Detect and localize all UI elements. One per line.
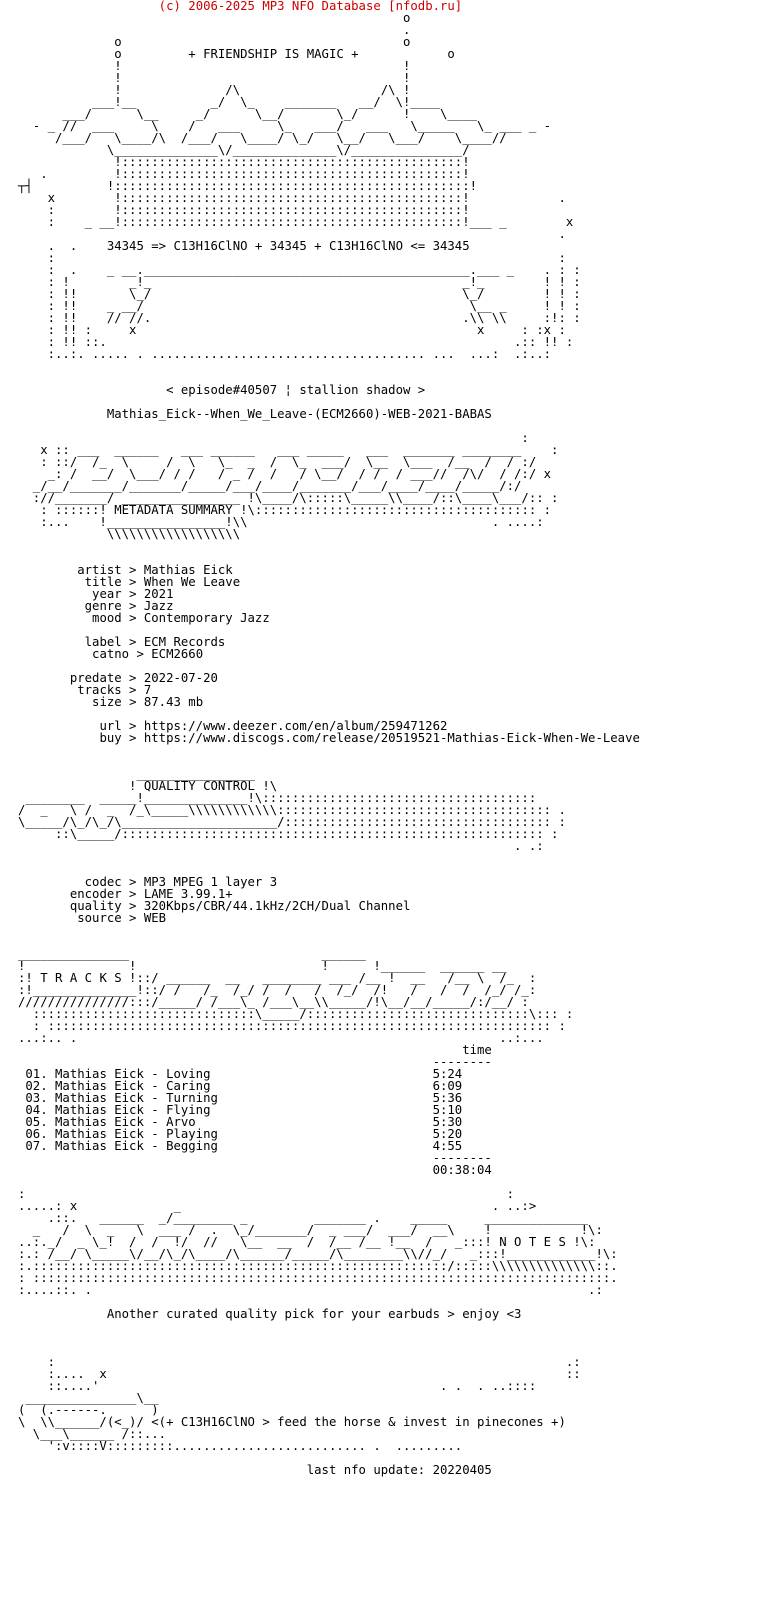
footer-tagline: <(+ C13H16ClNO > feed the horse & invest in pinecones +) [151,1415,566,1429]
qc-source: source > WEB [77,911,167,925]
notes-text: Another curated quality pick for your earbuds > enjoy <3 [106,1307,522,1321]
metadata-banner: : x :: ___ ______ ___ ______ ___ _____ ___ _______ ________ : : ::/ /_ \ / \ \_ _ / \_ ___/ \__ \___ /__ / / :/ _: / __/ \___/ / / / _ / / / \__/ / / / ___// /\/ / /:/ x _/__/_______/_______/_____/___/____/_______/___/____/____/_____/:/ ://_______/ ________________ !\____/\:::::\_____\\____/::\____\___/:: : : ::::::! METADATA SUMMARY !\:::::::::::::::::::::::::::::::::::::: : :... !________________!\\ . ....: \\\\\\\\\\\\\\\\\\ [32,431,559,541]
meta-size: size > 87.43 mb [92,695,204,709]
footer-art: : .: :.... x :: ::....' . . . ..:::: _______________\__ ( (.------. ) \ \\______/(<_)/ <(+ C13H16ClNO > feed the horse & invest in pinecones +) \___\______ /::... ':v::::V:::::::::.......................... . ......... [18,1355,581,1453]
meta-label: label > ECM Records [84,635,226,649]
tracks-total: 00:38:04 [432,1163,492,1177]
track-row: 05. Mathias Eick - Arvo 5:30 [25,1115,463,1129]
notes-banner: : : .....: x _ . ..:> .::. ______ _/________ _ _______ . _____ ______________ _ / \ _ \ ___ / . \_/_______/ _ ___/ ___/ __\ ! !\: ..:._/ _ \_! / / !/ // \__ __ / /__ /__ !__ / _:::! N O T E S !\: :.: /__/ \_____\/__/\_/\____/\______/_____/\________\\//_/ _:::!____________!\: :.::::::::::::::::::::::::::::::::::::::::::::::::::::::::/:::::\\\\\\\\\\\\\\::. : ::::::::::::::::::::::::::::::::::::::::::::::::::::::::::::::::::::::::::::::. :....::. . .: [18,1187,618,1297]
meta-title: title > When We Leave [84,575,241,589]
meta-mood: mood > Contemporary Jazz [92,611,270,625]
episode-line: < episode#40507 ¦ stallion shadow > [166,383,426,397]
meta-buy: buy > https://www.discogs.com/release/20519521-Mathias-Eick-When-We-Leave [99,731,640,745]
banner-art: o . o o o + FRIENDSHIP IS MAGIC + o ! ! ! ! ! /\ /\ ! ___!__ _/ \_ _______ __/ \!____ ___/ \__ _/ \__/ \_/ ! \____ - _ // ___ \ / ___ \_ ___/ ___ \_____ \_ ___ _ - /___/ \____/\ /___/ \____/ \_/ \__/ \___/ \____// \______________\/______________\/_______________/ !::::::::::::::::::::::::::::::::::::::::::::::! . !::::::::::::::::::::::::::::::::::::::::::::::! ┬┤ !::::::::::::::::::::::::::::::::::::::::::::::::! x !::::::::::::::::::::::::::::::::::::::::::::::! . : !::::::::::::::::::::::::::::::::::::::::::::::! : _ __!::::::::::::::::::::::::::::::::::::::::::::::!___ _ x . . . 34345 => C13H16ClNO + 34345 + C13H16ClNO <= 34345 : : : . _ __.____________________________________________.___ _ . : : : ! _!_ _!_ ! ! : : !! \_/ \_/ ! ! : : !! _ __/ \__ _ ! ! : : !! // //. .\\ \\ :!: : : !! : x x : :x : : !! ::. .:: !! : :..:. ..... . ..................................... ... ...: .:..: [18,11,581,361]
section-notes: N O T E S [499,1235,566,1249]
section-tracks: T R A C K S [40,971,122,985]
meta-predate: predate > 2022-07-20 [69,671,218,685]
track-row: 06. Mathias Eick - Playing 5:20 [25,1127,463,1141]
banner-tagline: + FRIENDSHIP IS MAGIC + [188,47,359,61]
copyright-header: (c) 2006-2025 MP3 NFO Database [nfodb.ru] [158,0,463,13]
nfo-document: (c) 2006-2025 MP3 NFO Database [nfodb.ru] o . o o o + FRIENDSHIP IS MAGIC + o ! ! ! ! ! /\ /\ ! ___!__ _/ \_ _______ __/ \!____ ___/ \__ _/ \__/ \_/ ! \____ - _ // ___ \ / ___ \_ ___/ ___ \_____ \_ ___ _ - /___/ \____/\ /___/ \____/ \_/ \__/ \___/ \____// \______________\/______________\/_______________/ !::::::::::::::::::::::::::::::::::::::::::::::! . !::::::::::::::::::::::::::::::::::::::::::::::! ┬┤ !::::::::::::::::::::::::::::::::::::::::::::::::! x !::::::::::::::::::::::::::::::::::::::::::::::! . : !::::::::::::::::::::::::::::::::::::::::::::::! : _ __!::::::::::::::::::::::::::::::::::::::::::::::!___ _ x . . . 34345 => C13H16ClNO + 34345 + C13H16ClNO <= 34345 : : : . _ __.____________________________________________.___ _ . : : : ! _!_ _!_ ! ! : : !! \_/ \_/ ! ! : : !! _ __/ \__ _ ! ! : : !! // //. .\\ \\ :!: : : !! : x x : :x : : !! ::. .:: !! : :..:. ..... . ..................................... ... ...: .:..: < episode#40507 ¦ stallion shadow > Mathias_Eick--When_We_Leave-(ECM2660)-WEB-2021-BABAS : x :: ___ ______ ___ ______ ___ _____ ___ _______ ________ : : ::/ /_ \ / \ \_ _ / \_ ___/ \__ \___ /__ / / :/ _: / __/ \___/ / / / _ / / / \__/ / / / ___// /\/ / /:/ x _/__/_______/_______/_____/___/____/_______/___/____/____/_____/:/ ://_______/ ________________ !\____/\:::::\_____\\____/::\____\___/:: : : ::::::! METADATA SUMMARY !\:::::::::::::::::::::::::::::::::::::: : :... !________________!\\ . ....: \\\\\\\\\\\\\\\\\\ artist > Mathias Eick title > When We Leave year > 2021 genre > Jazz mood > Contemporary Jazz label > ECM Records catno > ECM2660 predate > 2022-07-20 tracks > 7 size > 87.43 mb url > https://www.deezer.com/en/album/259471262 buy > https://www.discogs.com/release/20519521-Mathias-Eick-When-We-Leave ________________ ! QUALITY CONTROL !\ ________ _____!______________!\::::::::::::::::::::::::::::::::::::: / _ \ / _ /_\_____\\\\\\\\\\\\::::::::::::::::::::::::::::::::::::: . \_____/\_/\_/\_____________________/:::::::::::::::::::::::::::::::::::: : ::\_____/::::::::::::::::::::::::::::::::::::::::::::::::::::::::: : . .: codec > MP3 MPEG 1 layer 3 encoder > LAME 3.99.1+ quality > 320Kbps/CBR/44.1kHz/2CH/Dual Channel source > WEB _______________ ______ ! ! ! !______ ______ __ :! T R A C K S !::/ ______ __ ________ ___ /__ ! __ /__ \ /_ : :!______________!::/ / /_ /_/ / / / /_/ /! / / / /_/ /_: ///////////////:::/_____/ /___\_ /___\__\\_____/!\__/__/_____/:/__/ : ::::::::::::::::::::::::::::::\_____/::::::::::::::::::::::::::::::\::: : : :::::::::::::::::::::::::::::::::::::::::::::::::::::::::::::::::::: : ...:.. . ..:... time -------- 01. Mathias Eick - Loving 5:24 02. Mathias Eick - Caring 6:09 03. Mathias Eick - Turning 5:36 04. Mathias Eick - Flying 5:10 05. Mathias Eick - Arvo 5:30 06. Mathias Eick - Playing 5:20 07. Mathias Eick - Begging 4:55 -------- 00:38:04 : : .....: x _ . ..:> .::. ______ _/________ _ _______ . _____ ______________ _ / \ _ \ ___ / . \_/_______/ _ ___/ ___/ __\ ! !\: ..:._/ _ \_! / / !/ // \__ __ / /__ /__ !__ / _:::! N O T E S !\: :.: /__/ \_____\/__/\_/\____/\______/_____/\________\\//_/ _:::!____________!\: :.::::::::::::::::::::::::::::::::::::::::::::::::::::::::/:::::\\\\\\\\\\\\\\::. : ::::::::::::::::::::::::::::::::::::::::::::::::::::::::::::::::::::::::::::::. :....::. . .: Another curated quality pick for your earbuds > enjoy <3 : .: :.... x :: ::....' . . . ..:::: _______________\__ ( (.------. ) \ \\______/(<_)/ <(+ C13H16ClNO > feed the horse & invest in pinecones +) \___\______ /::... ':v::::V:::::::::.......................... . ......... last nfo update: 20220405 [18,0,640,1477]
last-update: last nfo update: 20220405 [306,1463,492,1477]
metadata-block [18,563,640,745]
quality-banner: ________________ ! QUALITY CONTROL !\ ________ _____!______________!\::::::::::::::::::::::::::::::::::::: / _ \ / _ /_\_____\\\\\\\\\\\\::::::::::::::::::::::::::::::::::::: . \_____/\_/\_/\_____________________/:::::::::::::::::::::::::::::::::::: : ::\_____/::::::::::::::::::::::::::::::::::::::::::::::::::::::::: : . .: [18,767,566,853]
meta-tracks: tracks > 7 [77,683,152,697]
track-row: 01. Mathias Eick - Loving 5:24 [25,1067,463,1081]
track-row: 03. Mathias Eick - Turning 5:36 [25,1091,463,1105]
section-quality: QUALITY CONTROL [143,779,255,793]
track-row: 02. Mathias Eick - Caring 6:09 [25,1079,463,1093]
banner-formula: 34345 => C13H16ClNO + 34345 + C13H16ClNO <= 34345 [106,239,470,253]
track-row: 04. Mathias Eick - Flying 5:10 [25,1103,463,1117]
qc-encoder: encoder > LAME 3.99.1+ [69,887,233,901]
meta-artist: artist > Mathias Eick [77,563,233,577]
meta-genre: genre > Jazz [84,599,174,613]
tracks-banner: _______________ ______ ! ! ! !______ ______ __ :! T R A C K S !::/ ______ __ ________ ___ /__ ! __ /__ \ /_ : :!______________!::/ / /_ /_/ / / / /_/ /! / / / /_/ /_: ///////////////:::/_____/ /___\_ /___\__\\_____/!\__/__/_____/:/__/ : ::::::::::::::::::::::::::::::\_____/::::::::::::::::::::::::::::::\::: : : :::::::::::::::::::::::::::::::::::::::::::::::::::::::::::::::::::: : ...:.. . ..:... [18,947,574,1045]
quality-block [18,875,410,925]
meta-url: url > https://www.deezer.com/en/album/259471262 [99,719,448,733]
qc-codec: codec > MP3 MPEG 1 layer 3 [84,875,278,889]
section-metadata: METADATA SUMMARY [114,503,233,517]
release-name: Mathias_Eick--When_We_Leave-(ECM2660)-WEB-2021-BABAS [106,407,492,421]
track-row: 07. Mathias Eick - Begging 4:55 [25,1139,463,1153]
meta-year: year > 2021 [92,587,174,601]
tracks-time-header: time [462,1043,492,1057]
meta-catno: catno > ECM2660 [92,647,204,661]
qc-quality: quality > 320Kbps/CBR/44.1kHz/2CH/Dual Channel [69,899,411,913]
